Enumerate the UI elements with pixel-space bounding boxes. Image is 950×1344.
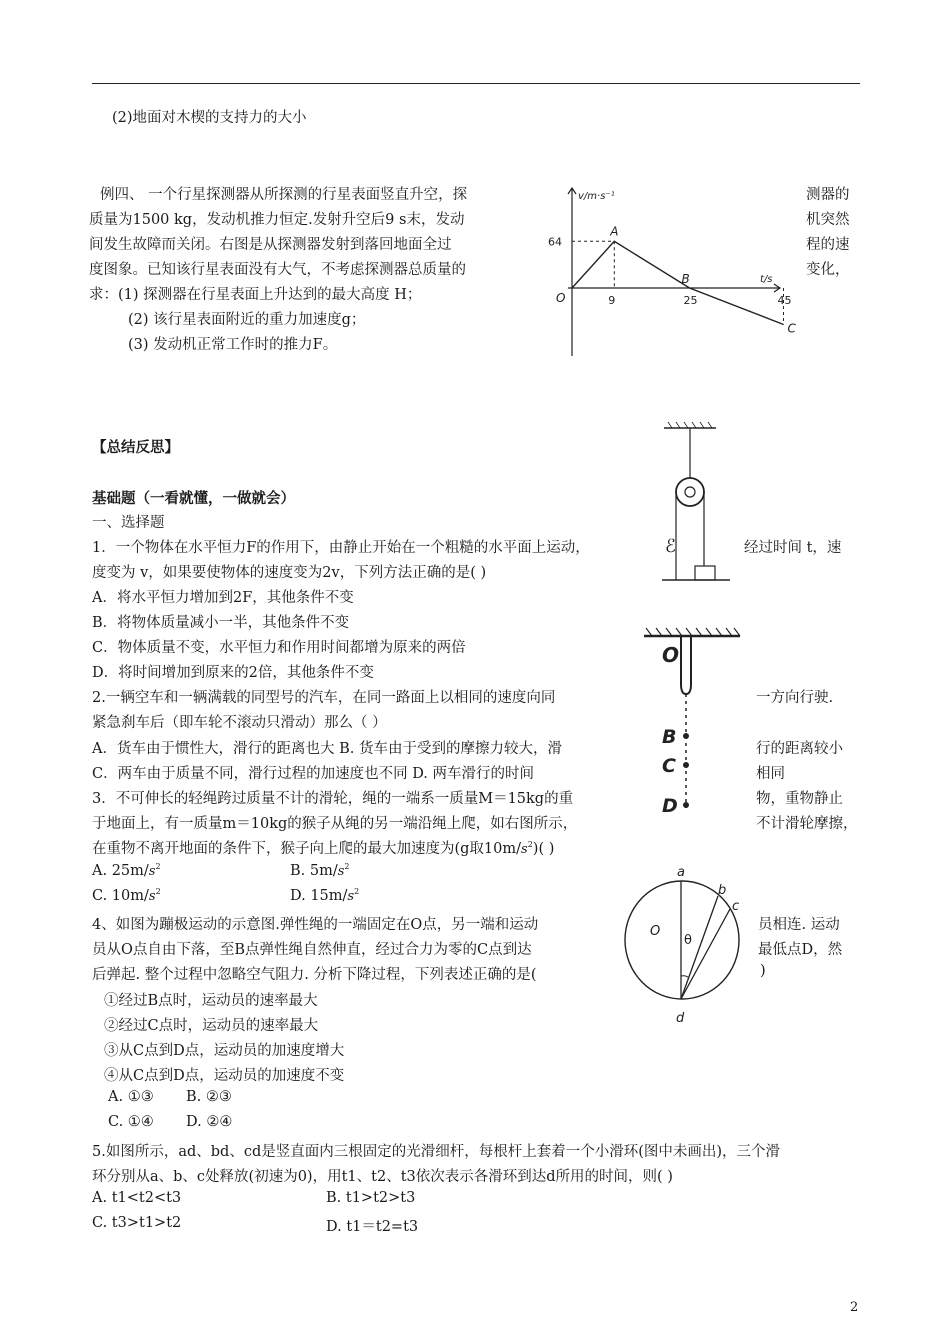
q2-stem-2: 紧急刹车后（即车轮不滚动只滑动）那么（ ） (92, 715, 387, 731)
q2-stem-1-right: 一方向行驶. (756, 690, 834, 706)
q4-statement-2: ②经过C点时，运动员的速率最大 (104, 1018, 319, 1034)
label-a: a (677, 865, 685, 880)
x-tick-label-45: 45 (777, 294, 792, 307)
q5-option-b: B. t1>t2>t3 (326, 1190, 416, 1206)
point-c (683, 762, 689, 768)
header-rule (92, 83, 860, 84)
rod-cd (681, 909, 730, 999)
y-tick-label-64: 64 (548, 235, 562, 249)
q3-stem-1: 3．不可伸长的轻绳跨过质量不计的滑轮，绳的一端系一质量M＝15kg的重 (92, 791, 574, 807)
q3-stem-2: 于地面上，有一质量m＝10kg的猴子从绳的另一端沿绳上爬，如右图所示， (92, 816, 578, 832)
velocity-line (572, 241, 784, 324)
basic-heading: 基础题（一看就懂，一做就会） (92, 491, 295, 507)
example4-right-1: 测器的 (806, 187, 850, 203)
q5-option-d: D. t1＝t2=t3 (326, 1219, 419, 1235)
label-c: C (662, 755, 676, 777)
label-d: d (676, 1011, 685, 1026)
q3-stem-2-right: 不计滑轮摩擦， (756, 816, 858, 832)
theta-arc (681, 976, 689, 978)
q2-option-ab: A．货车由于惯性大，滑行的距离也大 B. 货车由于受到的摩擦力较大，滑 (92, 741, 562, 757)
label-d: D (662, 795, 678, 817)
bungee-rope-loop (681, 636, 691, 694)
sub-item-2: (2)地面对木楔的支持力的大小 (112, 110, 307, 126)
example4-right-4: 变化， (806, 262, 850, 278)
example4-line-5: 求：(1) 探测器在行星表面上升达到的最大高度 H； (89, 287, 422, 303)
monkey-icon: ℰ (665, 536, 676, 557)
q4-statement-1: ①经过B点时，运动员的速率最大 (104, 993, 318, 1009)
label-b: B (662, 726, 677, 748)
x-tick-label-9: 9 (608, 294, 616, 307)
q4-stem-3-right: ) (760, 963, 766, 979)
q1-option-a: A．将水平恒力增加到2F，其他条件不变 (92, 590, 354, 606)
y-axis-label: v/m·s⁻¹ (578, 191, 615, 202)
circle (625, 881, 739, 999)
point-b (683, 733, 689, 739)
q2-option-cd-right: 相同 (756, 766, 785, 782)
point-label-c: C (787, 321, 796, 336)
example4-line-7: (3) 发动机正常工作时的推力F。 (128, 337, 338, 353)
q5-option-a: A. t1<t2<t3 (92, 1190, 182, 1206)
example4-line-2: 质量为1500 kg，发动机推力恒定.发射升空后9 s末，发动 (89, 212, 465, 228)
circle-chords-figure (620, 864, 760, 1030)
point-d (683, 802, 689, 808)
label-b: b (718, 883, 727, 898)
bungee-figure (640, 626, 750, 818)
velocity-time-chart (540, 180, 800, 365)
q3-option-b: B. $5m/s^2$ (290, 862, 350, 879)
q5-option-c: C. t3>t1>t2 (92, 1215, 182, 1231)
q4-statement-3: ③从C点到D点，运动员的加速度增大 (104, 1043, 345, 1059)
example4-line-4: 度图象。已知该行星表面没有大气，不考虑探测器总质量的 (89, 262, 466, 278)
example4-line-6: (2) 该行星表面附近的重力加速度g； (128, 312, 366, 328)
q4-stem-1-right: 员相连. 运动 (758, 917, 840, 933)
example4-line-3: 间发生故障而关闭。右图是从探测器发射到落回地面全过 (89, 237, 452, 253)
section-choice: 一、选择题 (92, 515, 165, 531)
q3-stem-3: 在重物不离开地面的条件下，猴子向上爬的最大加速度为(g取$10m/s^2$)( ) (92, 840, 555, 857)
q3-option-c: C. $10m/s^2$ (92, 887, 161, 904)
label-o: O (650, 924, 661, 939)
point-label-b: B (681, 272, 690, 286)
x-tick-label-25: 25 (683, 294, 698, 307)
weight-block (695, 566, 715, 580)
label-o: O (662, 643, 680, 667)
q1-stem-2: 度变为 v，如果要使物体的速度变为2v，下列方法正确的是( ) (92, 565, 487, 581)
q1-option-c: C．物体质量不变，水平恒力和作用时间都增为原来的两倍 (92, 640, 466, 656)
q1-option-b: B．将物体质量减小一半，其他条件不变 (92, 615, 350, 631)
q5-stem-1: 5.如图所示，ad、bd、cd是竖直面内三根固定的光滑细杆，每根杆上套着一个小滑环(图中未画出)，三个滑 (92, 1144, 781, 1160)
q4-stem-3: 后弹起. 整个过程中忽略空气阻力. 分析下降过程，下列表述正确的是( (92, 967, 537, 983)
pulley-figure (660, 420, 740, 590)
q4-answers-cd: C. ①④ D. ②④ (108, 1114, 233, 1130)
point-label-o: O (556, 291, 566, 305)
q1-option-d: D．将时间增加到原来的2倍，其他条件不变 (92, 665, 374, 681)
q5-stem-2: 环分别从a、b、c处释放(初速为0)，用t1、t2、t3依次表示各滑环到达d所用的时间，则( ) (92, 1169, 673, 1185)
q3-option-a: A. $25m/s^2$ (92, 862, 161, 879)
q3-option-d: D. $15m/s^2$ (290, 887, 360, 904)
x-axis-label: t/s (760, 274, 773, 285)
q1-stem-1: 1．一个物体在水平恒力F的作用下，由静止开始在一个粗糙的水平面上运动， (92, 540, 590, 556)
example4-right-2: 机突然 (806, 212, 850, 228)
page-number: 2 (850, 1300, 859, 1315)
q2-option-cd: C．两车由于质量不同，滑行过程的加速度也不同 D. 两车滑行的时间 (92, 766, 535, 782)
label-theta: θ (684, 933, 692, 948)
q4-stem-2-right: 最低点D，然 (758, 942, 843, 958)
ceiling-hatch (668, 422, 712, 428)
q1-stem-1-right: 经过时间 t，速 (744, 540, 842, 556)
label-c: c (732, 899, 740, 914)
example4-line-1: 例四、 一个行星探测器从所探测的行星表面竖直升空，探 (100, 187, 468, 203)
point-label-a: A (610, 224, 619, 239)
q2-stem-1: 2.一辆空车和一辆满载的同型号的汽车，在同一路面上以相同的速度向同 (92, 690, 556, 706)
q2-option-ab-right: 行的距离较小 (756, 741, 843, 757)
q4-stem-1: 4、如图为蹦极运动的示意图.弹性绳的一端固定在O点，另一端和运动 (92, 917, 539, 933)
q3-stem-1-right: 物，重物静止 (756, 791, 843, 807)
q4-statement-4: ④从C点到D点，运动员的加速度不变 (104, 1068, 345, 1084)
summary-heading: 【总结反思】 (92, 440, 179, 456)
pulley-hub (685, 487, 695, 497)
q4-stem-2: 员从O点自由下落，至B点弹性绳自然伸直，经过合力为零的C点到达 (92, 942, 532, 958)
q4-answers-ab: A. ①③ B. ②③ (108, 1089, 232, 1105)
example4-right-3: 程的速 (806, 237, 850, 253)
